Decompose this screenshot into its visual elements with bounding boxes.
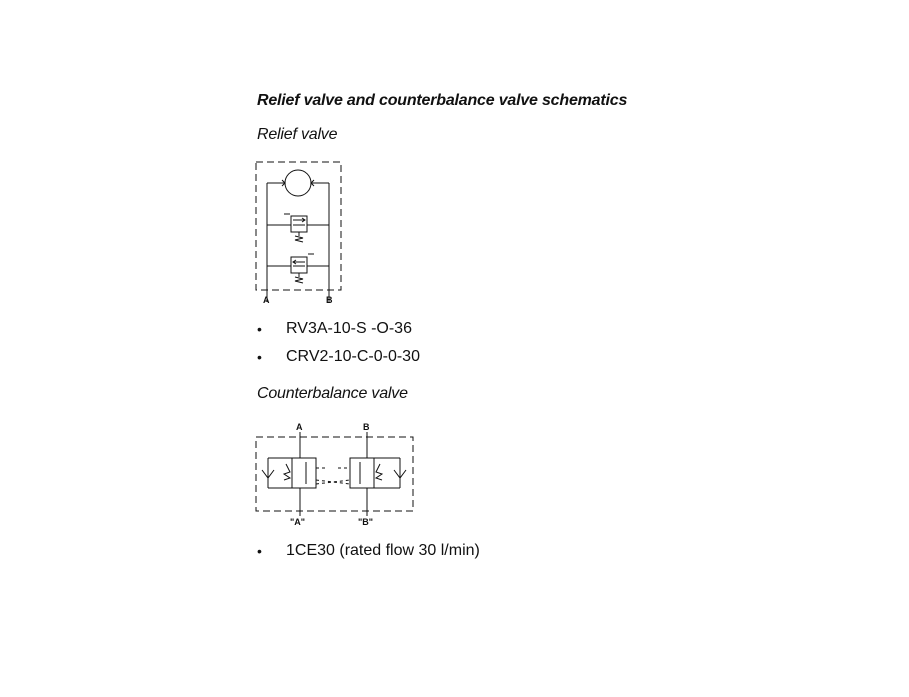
relief-valve-heading: Relief valve — [257, 126, 338, 143]
relief-port-a-label: A — [263, 295, 270, 305]
counterbalance-port-a-bottom: "A" — [290, 517, 306, 527]
counterbalance-valve-heading: Counterbalance valve — [257, 385, 408, 402]
counterbalance-valve-schematic — [250, 420, 420, 530]
relief-valve-1 — [291, 216, 307, 232]
counterbalance-port-b-top: B — [363, 422, 370, 432]
relief-valve-list — [257, 318, 420, 374]
counterbalance-valve-list — [257, 540, 480, 568]
relief-valve-schematic — [250, 158, 360, 308]
list-item: • 1CE30 (rated flow 30 l/min) — [257, 540, 480, 568]
counterbalance-port-a-top: A — [296, 422, 303, 432]
counterbalance-valve-right — [350, 458, 374, 488]
counterbalance-valve-left — [292, 458, 316, 488]
document-title: Relief valve and counterbalance valve schematics — [257, 92, 628, 109]
counterbalance-port-b-bottom: "B" — [358, 517, 374, 527]
relief-valve-2 — [291, 257, 307, 273]
list-item: • CRV2-10-C-0-0-30 — [257, 346, 420, 374]
list-item: • RV3A-10-S -O-36 — [257, 318, 420, 346]
motor-circle — [285, 170, 311, 196]
relief-port-b-label: B — [326, 295, 333, 305]
